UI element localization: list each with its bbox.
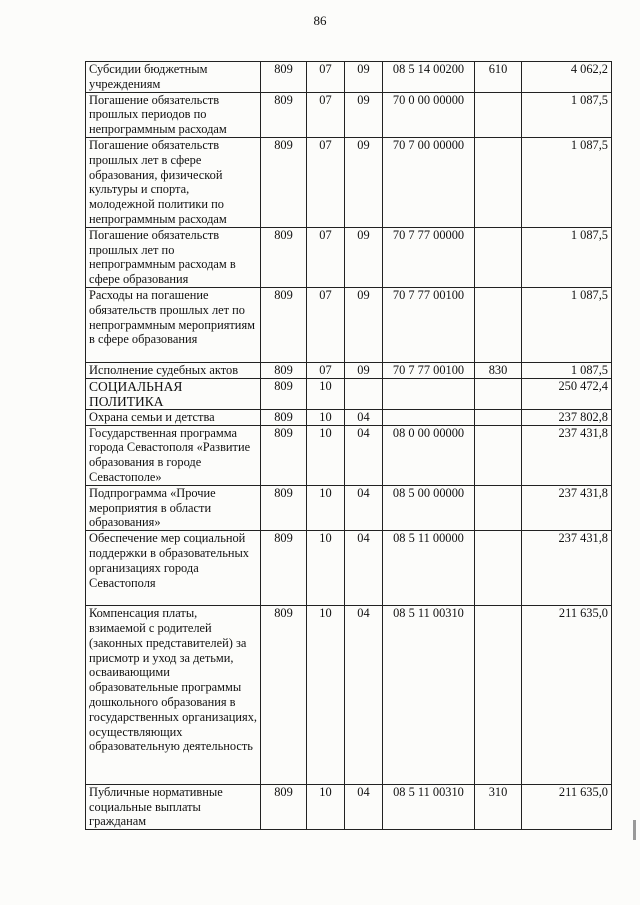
table-row <box>86 137 612 227</box>
table-row <box>86 409 612 425</box>
row-name-cell: Компенсация платы, взимаемой с родителей (законных представителей) за присмотр и уход за детьми, осваивающими образовательные программы дошкольного образования в государственных организациях, осуществляющих образовательную деятельность <box>86 606 261 785</box>
table-row <box>86 287 612 362</box>
row-amount-cell: 1 087,5 <box>522 137 612 227</box>
row-target-article-cell: 70 7 77 00100 <box>383 287 475 362</box>
row-name-cell: СОЦИАЛЬНАЯ ПОЛИТИКА <box>86 378 261 409</box>
row-amount-cell: 237 431,8 <box>522 485 612 530</box>
row-grbs-cell: 809 <box>261 137 307 227</box>
row-subsection-cell: 04 <box>345 425 383 485</box>
row-section-cell: 10 <box>307 485 345 530</box>
row-amount-cell: 250 472,4 <box>522 378 612 409</box>
row-subsection-cell: 09 <box>345 287 383 362</box>
row-subsection-cell: 09 <box>345 227 383 287</box>
row-grbs-cell: 809 <box>261 784 307 829</box>
row-section-cell: 10 <box>307 409 345 425</box>
row-name-cell: Погашение обязательств прошлых лет в сфере образования, физической культуры и спорта, молодежной политики по непрограммным расходам <box>86 137 261 227</box>
row-target-article-cell <box>383 409 475 425</box>
row-subsection-cell <box>345 378 383 409</box>
row-name-cell: Публичные нормативные социальные выплаты гражданам <box>86 784 261 829</box>
row-expense-type-cell <box>475 227 522 287</box>
row-name-cell: Обеспечение мер социальной поддержки в образовательных организациях города Севастополя <box>86 531 261 606</box>
row-target-article-cell: 70 7 77 00000 <box>383 227 475 287</box>
row-amount-cell: 4 062,2 <box>522 62 612 93</box>
row-name-cell: Охрана семьи и детства <box>86 409 261 425</box>
row-amount-cell: 211 635,0 <box>522 606 612 785</box>
row-amount-cell: 237 431,8 <box>522 531 612 606</box>
row-target-article-cell: 08 5 11 00000 <box>383 531 475 606</box>
row-target-article-cell: 08 5 14 00200 <box>383 62 475 93</box>
row-name-cell: Погашение обязательств прошлых лет по непрограммным расходам в сфере образования <box>86 227 261 287</box>
row-expense-type-cell <box>475 485 522 530</box>
budget-table-body <box>86 62 612 830</box>
table-row <box>86 784 612 829</box>
row-expense-type-cell: 610 <box>475 62 522 93</box>
row-subsection-cell: 04 <box>345 784 383 829</box>
row-amount-cell: 1 087,5 <box>522 287 612 362</box>
row-expense-type-cell <box>475 287 522 362</box>
row-subsection-cell: 04 <box>345 606 383 785</box>
row-subsection-cell: 09 <box>345 137 383 227</box>
scan-artifact <box>633 820 636 840</box>
row-subsection-cell: 09 <box>345 92 383 137</box>
row-section-cell: 07 <box>307 227 345 287</box>
row-grbs-cell: 809 <box>261 92 307 137</box>
row-grbs-cell: 809 <box>261 606 307 785</box>
row-grbs-cell: 809 <box>261 287 307 362</box>
row-section-cell: 10 <box>307 606 345 785</box>
row-target-article-cell: 70 7 77 00100 <box>383 362 475 378</box>
row-amount-cell: 237 802,8 <box>522 409 612 425</box>
row-name-cell: Государственная программа города Севастополя «Развитие образования в городе Севастополе» <box>86 425 261 485</box>
row-section-cell: 07 <box>307 362 345 378</box>
row-target-article-cell: 08 5 11 00310 <box>383 784 475 829</box>
row-section-cell: 10 <box>307 425 345 485</box>
row-amount-cell: 1 087,5 <box>522 92 612 137</box>
row-expense-type-cell <box>475 531 522 606</box>
row-grbs-cell: 809 <box>261 409 307 425</box>
row-target-article-cell: 08 5 00 00000 <box>383 485 475 530</box>
budget-table <box>85 61 612 830</box>
row-name-cell: Расходы на погашение обязательств прошлых лет по непрограммным мероприятиям в сфере образования <box>86 287 261 362</box>
row-subsection-cell: 09 <box>345 362 383 378</box>
row-grbs-cell: 809 <box>261 62 307 93</box>
row-section-cell: 07 <box>307 287 345 362</box>
row-subsection-cell: 04 <box>345 485 383 530</box>
row-expense-type-cell: 830 <box>475 362 522 378</box>
row-section-cell: 10 <box>307 378 345 409</box>
table-row <box>86 531 612 606</box>
table-row <box>86 227 612 287</box>
row-grbs-cell: 809 <box>261 531 307 606</box>
table-row <box>86 425 612 485</box>
row-grbs-cell: 809 <box>261 425 307 485</box>
row-amount-cell: 1 087,5 <box>522 362 612 378</box>
row-expense-type-cell <box>475 137 522 227</box>
table-row <box>86 378 612 409</box>
row-target-article-cell: 08 5 11 00310 <box>383 606 475 785</box>
row-name-cell: Исполнение судебных актов <box>86 362 261 378</box>
row-grbs-cell: 809 <box>261 485 307 530</box>
row-amount-cell: 1 087,5 <box>522 227 612 287</box>
row-target-article-cell: 70 7 00 00000 <box>383 137 475 227</box>
row-section-cell: 10 <box>307 531 345 606</box>
row-name-cell: Подпрограмма «Прочие мероприятия в области образования» <box>86 485 261 530</box>
table-row <box>86 62 612 93</box>
row-amount-cell: 211 635,0 <box>522 784 612 829</box>
row-section-cell: 07 <box>307 62 345 93</box>
table-row <box>86 606 612 785</box>
row-expense-type-cell <box>475 606 522 785</box>
row-section-cell: 10 <box>307 784 345 829</box>
row-expense-type-cell <box>475 92 522 137</box>
row-target-article-cell: 08 0 00 00000 <box>383 425 475 485</box>
row-section-cell: 07 <box>307 92 345 137</box>
table-row <box>86 485 612 530</box>
row-grbs-cell: 809 <box>261 362 307 378</box>
row-subsection-cell: 09 <box>345 62 383 93</box>
row-name-cell: Субсидии бюджетным учреждениям <box>86 62 261 93</box>
page-number: 86 <box>313 13 327 28</box>
row-subsection-cell: 04 <box>345 409 383 425</box>
row-section-cell: 07 <box>307 137 345 227</box>
row-grbs-cell: 809 <box>261 227 307 287</box>
row-subsection-cell: 04 <box>345 531 383 606</box>
row-grbs-cell: 809 <box>261 378 307 409</box>
row-name-cell: Погашение обязательств прошлых периодов по непрограммным расходам <box>86 92 261 137</box>
row-target-article-cell: 70 0 00 00000 <box>383 92 475 137</box>
table-row <box>86 92 612 137</box>
row-expense-type-cell <box>475 378 522 409</box>
table-row <box>86 362 612 378</box>
row-amount-cell: 237 431,8 <box>522 425 612 485</box>
row-expense-type-cell <box>475 409 522 425</box>
row-expense-type-cell: 310 <box>475 784 522 829</box>
row-expense-type-cell <box>475 425 522 485</box>
row-target-article-cell <box>383 378 475 409</box>
